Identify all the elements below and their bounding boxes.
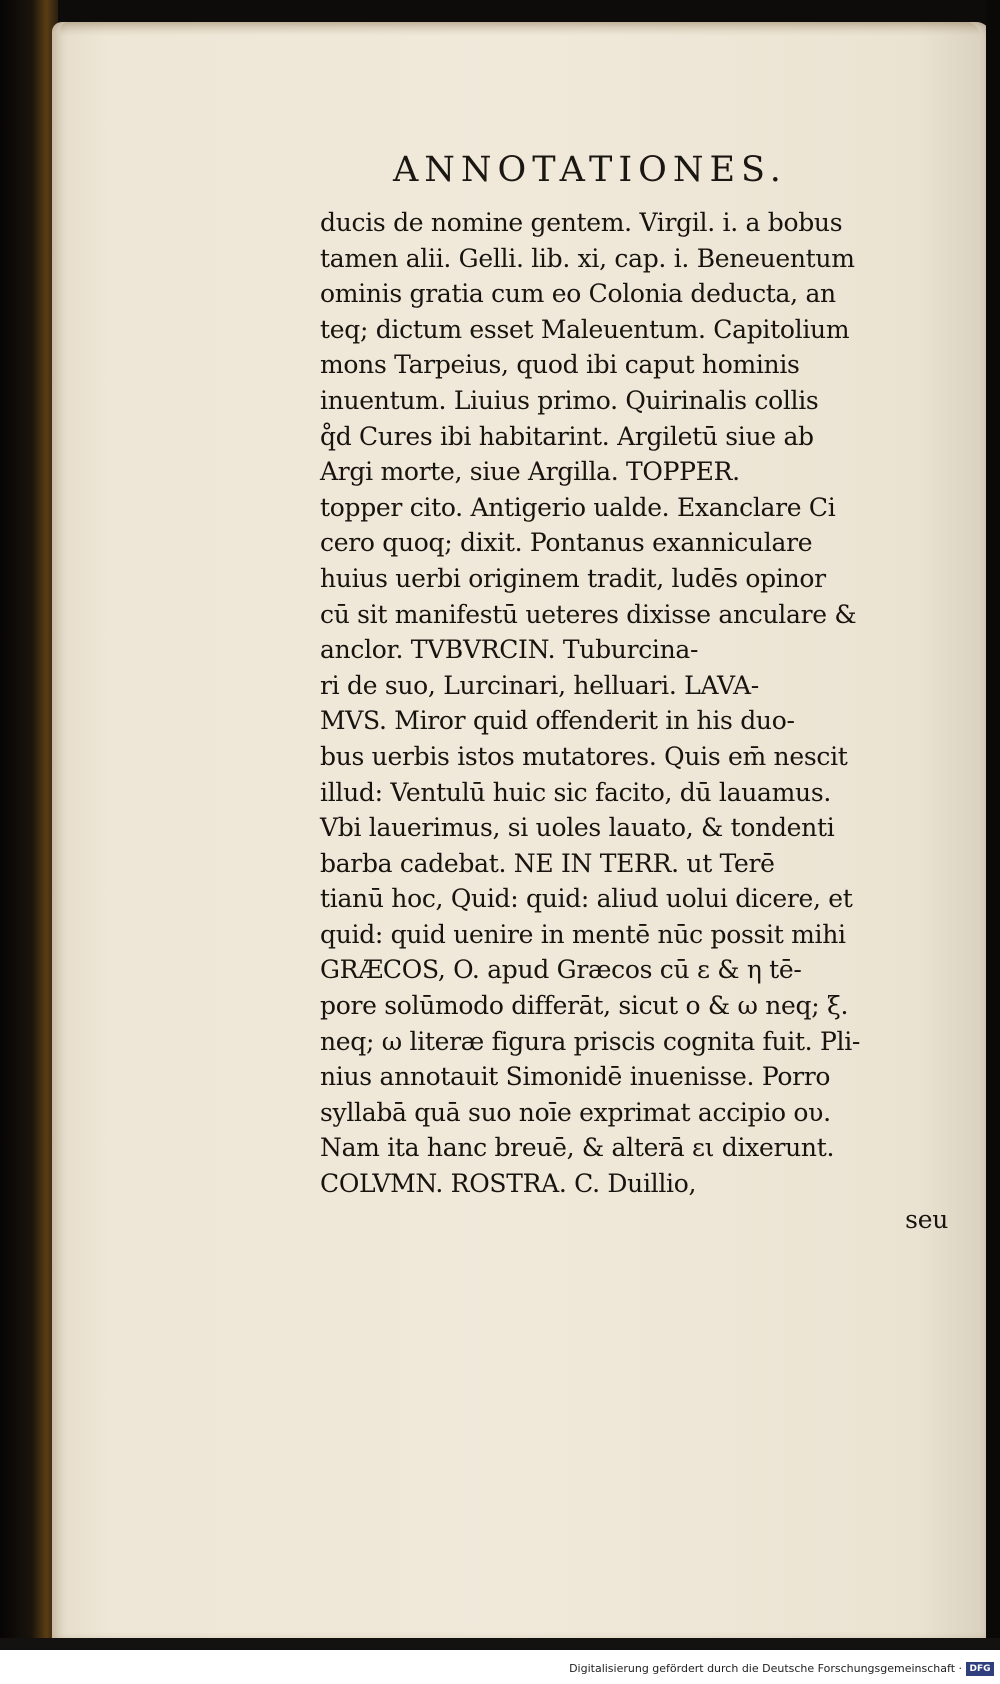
text-line: ducis de nomine gentem. Virgil. i. a bobus: [320, 208, 843, 237]
text-line: teq; dictum esset Maleuentum. Capitolium: [320, 314, 850, 344]
text-line: quid: quid uenire in mentē nūc possit mihi: [320, 919, 846, 949]
text-line: huius uerbi originem tradit, ludēs opinor: [320, 563, 826, 593]
text-line: anclor. TVBVRCIN. Tuburcina-: [320, 635, 699, 665]
text-line: inuentum. Liuius primo. Quirinalis collis: [320, 385, 819, 415]
text-line: illud: Ventulū huic sic facito, dū lauamus.: [320, 777, 832, 807]
text-line: bus uerbis istos mutatores. Quis em̄ nescit: [320, 741, 848, 771]
text-line: GRÆCOS, O. apud Græcos cū ε & η tē-: [320, 955, 802, 985]
text-line: topper cito. Antigerio ualde. Exanclare Ci: [320, 492, 836, 522]
book-spine-edge: [0, 0, 58, 1650]
text-line: mons Tarpeius, quod ibi caput hominis: [320, 350, 800, 380]
text-line: tianū hoc, Quid: quid: aliud uolui dicere, et: [320, 884, 853, 914]
text-line: neq; ω literæ figura priscis cognita fuit. Pli-: [320, 1026, 861, 1056]
text-line: Nam ita hanc breuē, & alterā ει dixerunt.: [320, 1133, 835, 1163]
text-line: q̊d Cures ibi habitarint. Argiletū siue ab: [320, 421, 814, 451]
dfg-logo: DFG: [966, 1662, 994, 1676]
right-margin-edge: [986, 0, 1000, 1650]
text-line: ominis gratia cum eo Colonia deducta, an: [320, 279, 836, 309]
text-line: pore solūmodo differāt, sicut ο & ω neq; ξ.: [320, 991, 849, 1021]
text-line: COLVMN. ROSTRA. C. Duillio,: [320, 1169, 697, 1199]
text-line: MVS. Miror quid offenderit in his duo-: [320, 706, 795, 736]
page-text: [320, 205, 960, 1237]
text-line: ri de suo, Lurcinari, helluari. LAVA-: [320, 670, 759, 700]
footer-bar: [0, 1650, 1000, 1684]
funding-credit: Digitalisierung gefördert durch die Deutsche Forschungsgemeinschaft ·: [569, 1662, 962, 1675]
text-line: cū sit manifestū ueteres dixisse anculare &: [320, 599, 857, 629]
text-line: syllabā quā suo noīe exprimat accipio ου.: [320, 1097, 831, 1127]
text-line: Vbi lauerimus, si uoles lauato, & tondenti: [320, 813, 835, 843]
text-line: nius annotauit Simonidē inuenisse. Porro: [320, 1062, 831, 1092]
text-line: cero quoq; dixit. Pontanus exanniculare: [320, 528, 813, 558]
text-line: tamen alii. Gelli. lib. xi, cap. i. Beneuentum: [320, 243, 855, 273]
text-line: Argi morte, siue Argilla. TOPPER.: [320, 457, 740, 487]
bottom-dark-band: [0, 1638, 1000, 1650]
page-top-shadow: [60, 22, 980, 36]
running-header: ANNOTATIONES.: [393, 150, 787, 190]
text-line: barba cadebat. NE IN TERR. ut Terē: [320, 848, 775, 878]
catchword: seu: [905, 1204, 948, 1234]
